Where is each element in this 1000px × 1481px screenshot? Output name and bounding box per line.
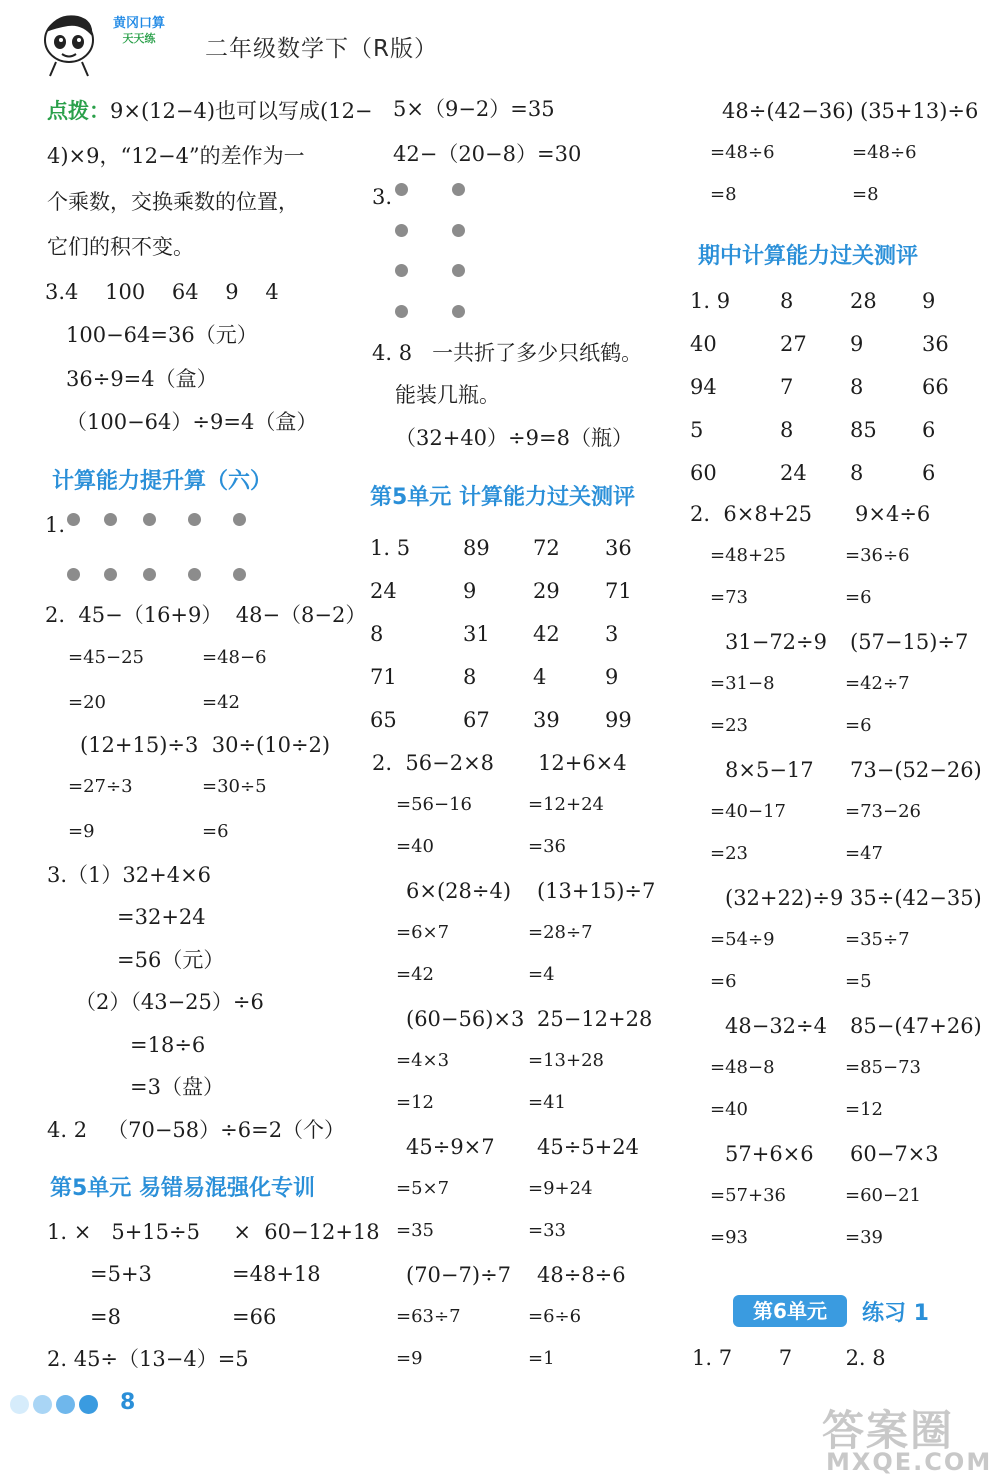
q3-6-line: （2）（43−25）÷6 xyxy=(75,990,264,1014)
grid-cell: 67 xyxy=(463,708,490,732)
q3-step-2: 36÷9=4（盒） xyxy=(66,367,218,391)
brand-logo xyxy=(108,16,170,46)
grid-cell: 40 xyxy=(690,332,717,356)
calc-expr: 57+6×6 xyxy=(725,1142,814,1166)
footer-dots xyxy=(10,1395,102,1418)
err-line: =5+3 xyxy=(90,1262,152,1286)
calc-expr: (70−7)÷7 xyxy=(406,1263,512,1287)
calc-expr: 25−12+28 xyxy=(537,1007,653,1031)
grid-cell: 85 xyxy=(850,418,877,442)
q3-6-line: =32+24 xyxy=(117,905,206,929)
brand-line-2: 天天练 xyxy=(122,32,156,45)
calc-result: =1 xyxy=(528,1348,555,1369)
q2-result: =20 xyxy=(68,692,106,713)
grid-cell: 65 xyxy=(370,708,397,732)
grid-cell: 94 xyxy=(690,375,717,399)
calc-expr: 6×(28÷4) xyxy=(406,879,512,903)
grid-cell: 66 xyxy=(922,375,949,399)
q3-answers: 3.4 100 64 9 4 xyxy=(45,280,279,304)
heading-unit5-errors: 第5单元 易错易混强化专训 xyxy=(50,1176,315,1201)
calc-result: =42 xyxy=(396,964,434,985)
grid-cell: 39 xyxy=(533,708,560,732)
calc-result: =6 xyxy=(845,587,872,608)
dot xyxy=(143,568,156,581)
tip-label: 点拨： xyxy=(47,99,110,123)
err-line: =8 xyxy=(90,1305,121,1329)
dot xyxy=(67,513,80,526)
calc-result: =39 xyxy=(845,1227,883,1248)
q2-step: =45−25 xyxy=(68,647,144,668)
q2b-result: =9 xyxy=(68,821,95,842)
calc-expr: 35÷(42−35) xyxy=(850,886,982,910)
book-title: 二年级数学下（R版） xyxy=(205,36,438,62)
watermark-url: MXQE.COM xyxy=(826,1448,993,1476)
grid-cell: 9 xyxy=(850,332,864,356)
q2-expressions: 2. 45−（16+9） 48−（8−2） xyxy=(45,603,367,627)
calc-step: =12+24 xyxy=(528,794,604,815)
dot xyxy=(395,183,408,196)
calc-top-step: =48÷6 xyxy=(852,142,917,163)
grid-cell: 71 xyxy=(605,579,632,603)
calc-step: =54÷9 xyxy=(710,929,775,950)
grid-cell: 7 xyxy=(780,375,794,399)
grid-cell: 8 xyxy=(780,289,794,313)
calc-expr: (13+15)÷7 xyxy=(537,879,656,903)
calc-step: =73−26 xyxy=(845,801,921,822)
calc-step: =48−8 xyxy=(710,1057,775,1078)
calc-expr: 48÷8÷6 xyxy=(537,1263,626,1287)
err-line: 2. 45÷（13−4）=5 xyxy=(47,1347,249,1371)
calc-result: =41 xyxy=(528,1092,566,1113)
q3-step-1: 100−64=36（元） xyxy=(66,323,258,347)
calc-result: =47 xyxy=(845,843,883,864)
calc-step: =48+25 xyxy=(710,545,786,566)
grid-cell: 71 xyxy=(370,665,397,689)
calc-step: =85−73 xyxy=(845,1057,921,1078)
dot xyxy=(188,513,201,526)
grid-cell: 89 xyxy=(463,536,490,560)
calc-expr: 9×4÷6 xyxy=(855,502,931,526)
grid-cell: 1. 5 xyxy=(370,536,411,560)
grid-cell: 28 xyxy=(850,289,877,313)
calc-result: =6 xyxy=(710,971,737,992)
grid-cell: 60 xyxy=(690,461,717,485)
calc-result: =12 xyxy=(396,1092,434,1113)
calc-step: =36÷6 xyxy=(845,545,910,566)
calc-step: =4×3 xyxy=(396,1050,450,1071)
calc-result: =5 xyxy=(845,971,872,992)
calc-result: =36 xyxy=(528,836,566,857)
calc-step: =63÷7 xyxy=(396,1306,461,1327)
tip-line-4: 它们的积不变。 xyxy=(47,235,194,259)
grid-cell: 1. 9 xyxy=(690,289,731,313)
calc-result: =40 xyxy=(396,836,434,857)
dot xyxy=(452,183,465,196)
tip-line-3: 个乘数，交换乘数的位置， xyxy=(47,190,299,214)
page-number: 8 xyxy=(120,1390,136,1415)
q2-result: =42 xyxy=(202,692,240,713)
heading-midterm: 期中计算能力过关测评 xyxy=(698,244,919,269)
dot xyxy=(67,568,80,581)
grid-cell: 8 xyxy=(780,418,794,442)
calc-expr: 45÷9×7 xyxy=(406,1135,495,1159)
q4-answer: （32+40）÷9=8（瓶） xyxy=(395,426,633,450)
grid-cell: 29 xyxy=(533,579,560,603)
calc-expr: 73−(52−26) xyxy=(850,758,982,782)
q2-step: =48−6 xyxy=(202,647,267,668)
calc-step: =42÷7 xyxy=(845,673,910,694)
calc-step: =5×7 xyxy=(396,1178,450,1199)
calc-result: =93 xyxy=(710,1227,748,1248)
grid-cell: 8 xyxy=(370,622,384,646)
grid-cell: 72 xyxy=(533,536,560,560)
calc-step: =6÷6 xyxy=(528,1306,582,1327)
calc-result: =73 xyxy=(710,587,748,608)
grid-cell: 31 xyxy=(463,622,490,646)
dot xyxy=(104,513,117,526)
grid-cell: 42 xyxy=(533,622,560,646)
dot xyxy=(79,1395,98,1414)
tip-line-1: 点拨：9×(12−4)也可以写成(12− xyxy=(47,99,373,123)
grid-cell: 9 xyxy=(463,579,477,603)
q3-6-line: =56（元） xyxy=(117,948,225,972)
err-line: 1. × 5+15÷5 × 60−12+18 xyxy=(47,1220,380,1244)
grid-cell: 6 xyxy=(922,418,936,442)
calc-expr: 31−72÷9 xyxy=(725,630,827,654)
calc-step: =57+36 xyxy=(710,1185,786,1206)
calc-step: =56−16 xyxy=(396,794,472,815)
calc-step: =31−8 xyxy=(710,673,775,694)
q2b-result: =6 xyxy=(202,821,229,842)
dot xyxy=(233,568,246,581)
q3-6-line: =3（盘） xyxy=(130,1075,224,1099)
calc-expr: (57−15)÷7 xyxy=(850,630,969,654)
dot xyxy=(104,568,117,581)
dot xyxy=(56,1395,75,1414)
q1-label: 1. xyxy=(45,513,66,537)
calc-step: =13+28 xyxy=(528,1050,604,1071)
unit6-badge: 第6单元 xyxy=(733,1295,847,1327)
calc-result: =23 xyxy=(710,843,748,864)
calc-top-step: =48÷6 xyxy=(710,142,775,163)
grid-cell: 8 xyxy=(463,665,477,689)
grid-cell: 27 xyxy=(780,332,807,356)
mascot-icon xyxy=(38,10,100,78)
dot xyxy=(452,305,465,318)
dot xyxy=(188,568,201,581)
dot xyxy=(395,224,408,237)
grid-cell: 24 xyxy=(370,579,397,603)
calc-expr: 48−32÷4 xyxy=(725,1014,827,1038)
calc-result: =35 xyxy=(396,1220,434,1241)
grid-cell: 99 xyxy=(605,708,632,732)
calc-expr: 85−(47+26) xyxy=(850,1014,982,1038)
calc-step: =35÷7 xyxy=(845,929,910,950)
unit6-title: 练习 1 xyxy=(862,1301,929,1326)
grid-cell: 9 xyxy=(922,289,936,313)
grid-cell: 8 xyxy=(850,375,864,399)
tip-line-2: 4)×9，“12−4”的差作为一 xyxy=(47,144,305,168)
calc-expr: 2. 6×8+25 xyxy=(690,502,813,526)
q3-6-line: =18÷6 xyxy=(130,1033,206,1057)
q2b-step: =27÷3 xyxy=(68,776,133,797)
q4-answer: 4. 8 一共折了多少只纸鹤。 xyxy=(372,341,643,365)
calc-step: =40−17 xyxy=(710,801,786,822)
q3-step-3: （100−64）÷9=4（盒） xyxy=(66,410,318,434)
grid-cell: 4 xyxy=(533,665,547,689)
grid-cell: 8 xyxy=(850,461,864,485)
calc-expr: (32+22)÷9 xyxy=(725,886,844,910)
calc-result: =40 xyxy=(710,1099,748,1120)
calc-expr: (60−56)×3 xyxy=(406,1007,525,1031)
unit6-answers: 1. 7 7 2. 8 xyxy=(692,1346,886,1370)
dot xyxy=(143,513,156,526)
q3-6-line: 3.（1）32+4×6 xyxy=(47,863,212,887)
grid-cell: 9 xyxy=(605,665,619,689)
err-line: =48+18 xyxy=(232,1262,321,1286)
calc-expr: 45÷5+24 xyxy=(537,1135,639,1159)
err-line: =66 xyxy=(232,1305,277,1329)
q2b-expressions: (12+15)÷3 30÷(10÷2) xyxy=(80,733,331,757)
calc-result: =9 xyxy=(396,1348,423,1369)
calc-result: =12 xyxy=(845,1099,883,1120)
calc-step: =9+24 xyxy=(528,1178,593,1199)
calc-top-result: =8 xyxy=(852,184,879,205)
dot xyxy=(395,264,408,277)
calc-top-result: =8 xyxy=(710,184,737,205)
calc-step: =6×7 xyxy=(396,922,450,943)
grid-cell: 3 xyxy=(605,622,619,646)
col2-top-line: 5×（9−2）=35 xyxy=(393,97,555,121)
dot xyxy=(452,264,465,277)
calc-top-expr: 48÷(42−36) xyxy=(722,99,854,123)
calc-expr: 60−7×3 xyxy=(850,1142,939,1166)
calc-result: =23 xyxy=(710,715,748,736)
grid-cell: 36 xyxy=(922,332,949,356)
calc-expr: 2. 56−2×8 xyxy=(372,751,495,775)
dot xyxy=(233,513,246,526)
heading-unit5-test: 第5单元 计算能力过关测评 xyxy=(370,485,635,510)
q4-line: 4. 2 （70−58）÷6=2（个） xyxy=(47,1118,346,1142)
col2-top-line: 42−（20−8）=30 xyxy=(393,142,582,166)
q3-label: 3. xyxy=(372,185,393,209)
dot xyxy=(452,224,465,237)
calc-step: =28÷7 xyxy=(528,922,593,943)
grid-cell: 6 xyxy=(922,461,936,485)
calc-result: =6 xyxy=(845,715,872,736)
calc-step: =60−21 xyxy=(845,1185,921,1206)
q2b-step: =30÷5 xyxy=(202,776,267,797)
grid-cell: 5 xyxy=(690,418,704,442)
calc-result: =4 xyxy=(528,964,555,985)
brand-line-1: 黄冈口算 xyxy=(112,16,165,31)
calc-top-expr: (35+13)÷6 xyxy=(860,99,979,123)
grid-cell: 24 xyxy=(780,461,807,485)
grid-cell: 36 xyxy=(605,536,632,560)
calc-expr: 12+6×4 xyxy=(538,751,627,775)
watermark-logo: 答案圈 xyxy=(822,1406,955,1455)
dot xyxy=(395,305,408,318)
calc-expr: 8×5−17 xyxy=(725,758,814,782)
calc-result: =33 xyxy=(528,1220,566,1241)
dot xyxy=(33,1395,52,1414)
heading-ability-6: 计算能力提升算（六） xyxy=(52,469,273,494)
dot xyxy=(10,1395,29,1414)
q4-answer: 能装几瓶。 xyxy=(395,383,500,407)
